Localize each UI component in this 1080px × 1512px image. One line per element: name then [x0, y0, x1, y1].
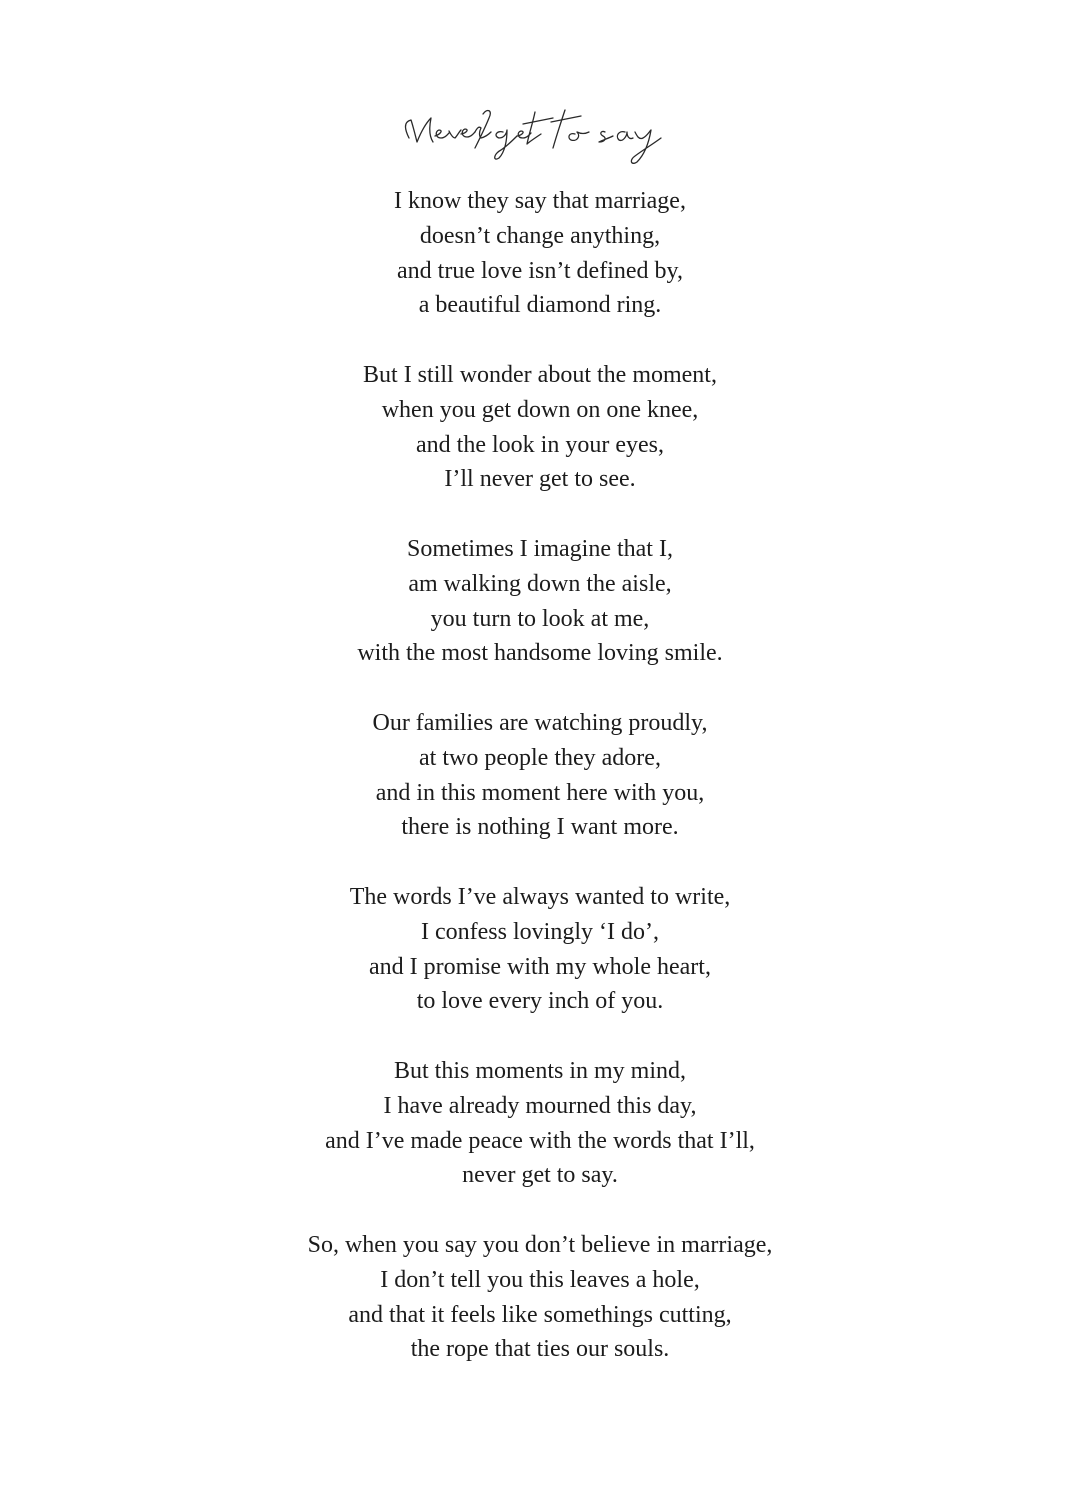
poem-line: at two people they adore, [419, 744, 661, 771]
poem-line: I confess lovingly ‘I do’, [421, 918, 659, 945]
poem-line: there is nothing I want more. [401, 814, 679, 841]
poem-line: and that it feels like somethings cutting, [348, 1301, 732, 1328]
poem-line: you turn to look at me, [430, 605, 650, 632]
poem-body [0, 184, 1080, 1402]
poem-line: I’ll never get to see. [444, 466, 636, 493]
poem-line: Sometimes I imagine that I, [407, 535, 673, 562]
poem-line: But this moments in my mind, [393, 1057, 687, 1084]
poem-line: to love every inch of you. [416, 988, 664, 1015]
poem-line: and in this moment here with you, [375, 779, 705, 806]
poem-line: I have already mourned this day, [383, 1092, 697, 1119]
poem-stanza [0, 706, 1080, 845]
poem-line: never get to say. [462, 1162, 618, 1189]
poem-line: and the look in your eyes, [416, 431, 664, 458]
poem-stanza [0, 532, 1080, 671]
poem-title-text [0, 104, 1, 105]
poem-line: But I still wonder about the moment, [363, 361, 717, 388]
poem-line: when you get down on one knee, [381, 396, 699, 423]
poem-title-script [395, 104, 685, 174]
poem-line: I know they say that marriage, [394, 188, 686, 214]
poem-line: the rope that ties our souls. [410, 1336, 670, 1363]
poem-line: I don’t tell you this leaves a hole, [380, 1266, 700, 1293]
poem-stanza [0, 880, 1080, 1019]
poem-line: with the most handsome loving smile. [357, 640, 723, 667]
poem-line: and true love isn’t defined by, [397, 257, 683, 284]
poem-line: and I promise with my whole heart, [369, 953, 711, 980]
poem-title [0, 104, 1080, 174]
poem-stanza [0, 1228, 1080, 1367]
poem-line: Our families are watching proudly, [372, 709, 708, 736]
poem-line: So, when you say you don’t believe in marriage, [307, 1231, 773, 1258]
poem-line: am walking down the aisle, [408, 570, 672, 597]
poem-line: and I’ve made peace with the words that I’ll, [325, 1127, 755, 1154]
poem-line: doesn’t change anything, [419, 222, 661, 249]
poem-line: a beautiful diamond ring. [418, 292, 662, 319]
poem-stanza [0, 1054, 1080, 1193]
poem-stanza [0, 358, 1080, 497]
poem-line: The words I’ve always wanted to write, [349, 883, 731, 910]
poem-stanza [0, 184, 1080, 323]
